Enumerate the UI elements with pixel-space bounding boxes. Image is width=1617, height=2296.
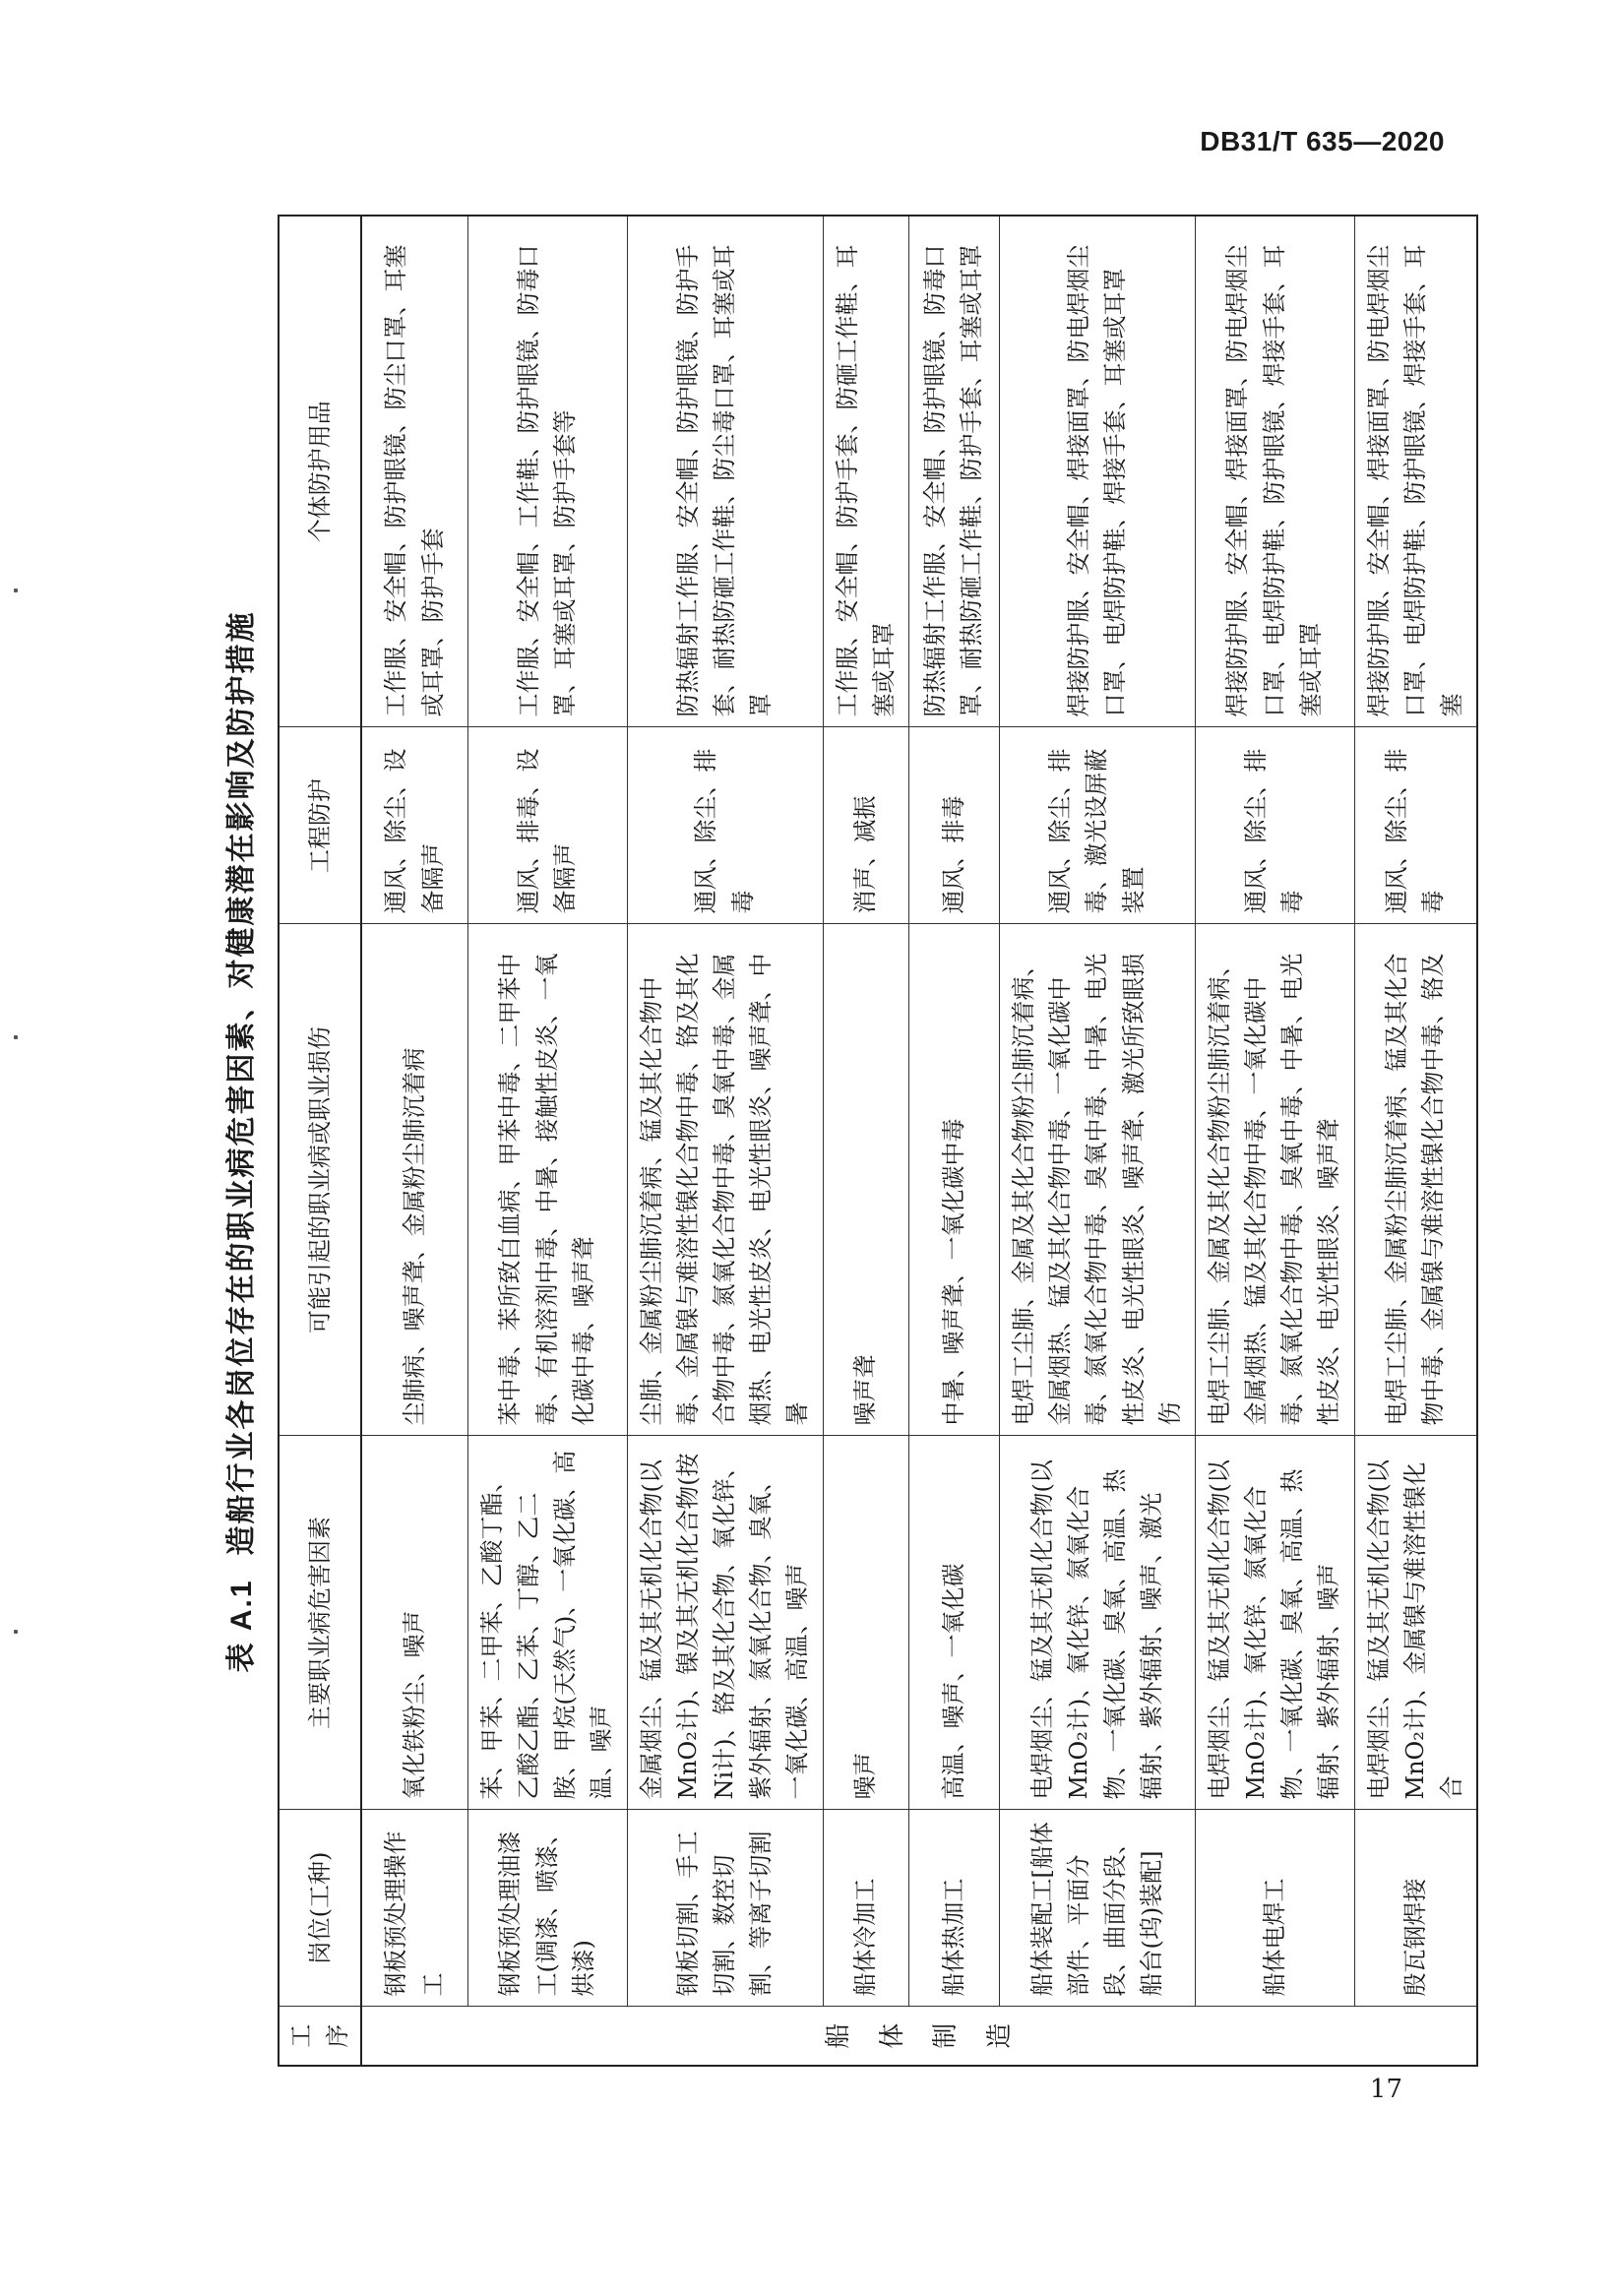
hazard-factors-cell: 金属烟尘、锰及其无机化合物(以MnO₂计)、镍及其无机化合物(按Ni计)、铬及其化合物、氧化锌、紫外辐射、氮氧化合物、臭氧、一氧化碳、高温、噪声 <box>627 1436 823 1810</box>
engineering-protection-cell: 通风、除尘、设备隔声 <box>361 727 467 924</box>
column-header-diseases: 可能引起的职业病或职业损伤 <box>279 924 361 1436</box>
hazard-factors-cell: 氧化铁粉尘、噪声 <box>361 1436 467 1810</box>
process-group-label: 船体制造 <box>824 2022 1015 2049</box>
column-header-process: 工序 <box>279 2007 361 2066</box>
personal-protection-cell: 防热辐射工作服、安全帽、防护眼镜、防毒口罩、耐热防砸工作鞋、防护手套、耳塞或耳罩 <box>908 216 999 727</box>
hazard-factors-cell: 苯、甲苯、二甲苯、乙酸丁酯、乙酸乙酯、乙苯、丁醇、乙二胺、甲烷(天然气)、一氧化碳、高温、噪声 <box>467 1436 627 1810</box>
hazard-factors-cell: 噪声 <box>823 1436 908 1810</box>
table-header-row <box>279 216 361 2066</box>
post-cell: 钢板切割、手工切割、数控切割、等离子切割 <box>627 1810 823 2007</box>
engineering-protection-cell: 消声、减振 <box>823 727 908 924</box>
table-row <box>627 216 823 2066</box>
scan-artifact-dot <box>14 1035 18 1039</box>
diseases-cell: 尘肺病、噪声聋、金属粉尘肺沉着病 <box>361 924 467 1436</box>
table-caption-title: 造船行业各岗位存在的职业病危害因素、对健康潜在影响及防护措施 <box>224 610 259 1556</box>
table-row <box>467 216 627 2066</box>
personal-protection-cell: 工作服、安全帽、防护眼镜、防尘口罩、耳塞或耳罩、防护手套 <box>361 216 467 727</box>
column-header-engineering-protection: 工程防护 <box>279 727 361 924</box>
hazard-table <box>278 215 1478 2067</box>
column-header-personal-protection: 个体防护用品 <box>279 216 361 727</box>
scan-artifact-dot <box>14 1630 18 1634</box>
hazard-factors-cell: 高温、噪声、一氧化碳 <box>908 1436 999 1810</box>
personal-protection-cell: 焊接防护服、安全帽、焊接面罩、防电焊烟尘口罩、电焊防护鞋、防护眼镜、焊接手套、耳塞或耳罩 <box>1195 216 1354 727</box>
column-header-hazard-factors: 主要职业病危害因素 <box>279 1436 361 1810</box>
post-cell: 船体电焊工 <box>1195 1810 1354 2007</box>
table-row <box>908 216 999 2066</box>
diseases-cell: 电焊工尘肺、金属粉尘肺沉着病、锰及其化合物中毒、金属镍与难溶性镍化合物中毒、铬及 <box>1354 924 1477 1436</box>
personal-protection-cell: 防热辐射工作服、安全帽、防护眼镜、防护手套、耐热防砸工作鞋、防尘毒口罩、耳塞或耳罩 <box>627 216 823 727</box>
table-row <box>1195 216 1354 2066</box>
diseases-cell: 尘肺、金属粉尘肺沉着病、锰及其化合物中毒、金属镍与难溶性镍化合物中毒、铬及其化合物中毒、氮氧化合物中毒、臭氧中毒、金属烟热、电光性皮炎、电光性眼炎、噪声聋、中暑 <box>627 924 823 1436</box>
hazard-factors-cell: 电焊烟尘、锰及其无机化合物(以MnO₂计)、氧化锌、氮氧化合物、一氧化碳、臭氧、高温、热辐射、紫外辐射、噪声、激光 <box>999 1436 1195 1810</box>
document-code: DB31/T 635—2020 <box>1200 126 1445 156</box>
personal-protection-cell: 工作服、安全帽、工作鞋、防护眼镜、防毒口罩、耳塞或耳罩、防护手套等 <box>467 216 627 727</box>
engineering-protection-cell: 通风、排毒、设备隔声 <box>467 727 627 924</box>
diseases-cell: 中暑、噪声聋、一氧化碳中毒 <box>908 924 999 1436</box>
engineering-protection-cell: 通风、排毒 <box>908 727 999 924</box>
scan-artifact-dot <box>14 589 18 592</box>
table-caption-number: 表 A.1 <box>225 1579 258 1673</box>
table-caption <box>207 217 278 2067</box>
diseases-cell: 噪声聋 <box>823 924 908 1436</box>
diseases-cell: 电焊工尘肺、金属及其化合物粉尘肺沉着病、金属烟热、锰及其化合物中毒、一氧化碳中毒、氮氧化合物中毒、臭氧中毒、中暑、电光性皮炎、电光性眼炎、噪声聋、激光所致眼损伤 <box>999 924 1195 1436</box>
hazard-factors-cell: 电焊烟尘、锰及其无机化合物(以MnO₂计)、金属镍与难溶性镍化合 <box>1354 1436 1477 1810</box>
post-cell: 船体热加工 <box>908 1810 999 2007</box>
diseases-cell: 苯中毒、苯所致白血病、甲苯中毒、二甲苯中毒、有机溶剂中毒、中暑、接触性皮炎、一氧化碳中毒、噪声聋 <box>467 924 627 1436</box>
table-row <box>1354 216 1477 2066</box>
process-group-cell <box>361 2007 1477 2066</box>
engineering-protection-cell: 通风、除尘、排毒 <box>1354 727 1477 924</box>
hazard-factors-cell: 电焊烟尘、锰及其无机化合物(以MnO₂计)、氧化锌、氮氧化合物、一氧化碳、臭氧、高温、热辐射、紫外辐射、噪声 <box>1195 1436 1354 1810</box>
diseases-cell: 电焊工尘肺、金属及其化合物粉尘肺沉着病、金属烟热、锰及其化合物中毒、一氧化碳中毒、氮氧化合物中毒、臭氧中毒、中暑、电光性皮炎、电光性眼炎、噪声聋 <box>1195 924 1354 1436</box>
column-header-post: 岗位(工种) <box>279 1810 361 2007</box>
post-cell: 殷瓦钢焊接 <box>1354 1810 1477 2007</box>
table-row <box>999 216 1195 2066</box>
engineering-protection-cell: 通风、除尘、排毒、激光设屏蔽装置 <box>999 727 1195 924</box>
page-number: 17 <box>1369 2075 1402 2104</box>
post-cell: 钢板预处理操作工 <box>361 1810 467 2007</box>
personal-protection-cell: 焊接防护服、安全帽、焊接面罩、防电焊烟尘口罩、电焊防护鞋、防护眼镜、焊接手套、耳塞 <box>1354 216 1477 727</box>
table-row <box>361 216 467 2066</box>
personal-protection-cell: 焊接防护服、安全帽、焊接面罩、防电焊烟尘口罩、电焊防护鞋、焊接手套、耳塞或耳罩 <box>999 216 1195 727</box>
rotated-table-region <box>207 217 1465 2067</box>
engineering-protection-cell: 通风、除尘、排毒 <box>627 727 823 924</box>
personal-protection-cell: 工作服、安全帽、防护手套、防砸工作鞋、耳塞或耳罩 <box>823 216 908 727</box>
engineering-protection-cell: 通风、除尘、排毒 <box>1195 727 1354 924</box>
post-cell: 船体装配工[船体部件、平面分段、曲面分段、船台(坞)装配] <box>999 1810 1195 2007</box>
table-row <box>823 216 908 2066</box>
post-cell: 钢板预处理油漆工(调漆、喷漆、烘漆) <box>467 1810 627 2007</box>
post-cell: 船体冷加工 <box>823 1810 908 2007</box>
